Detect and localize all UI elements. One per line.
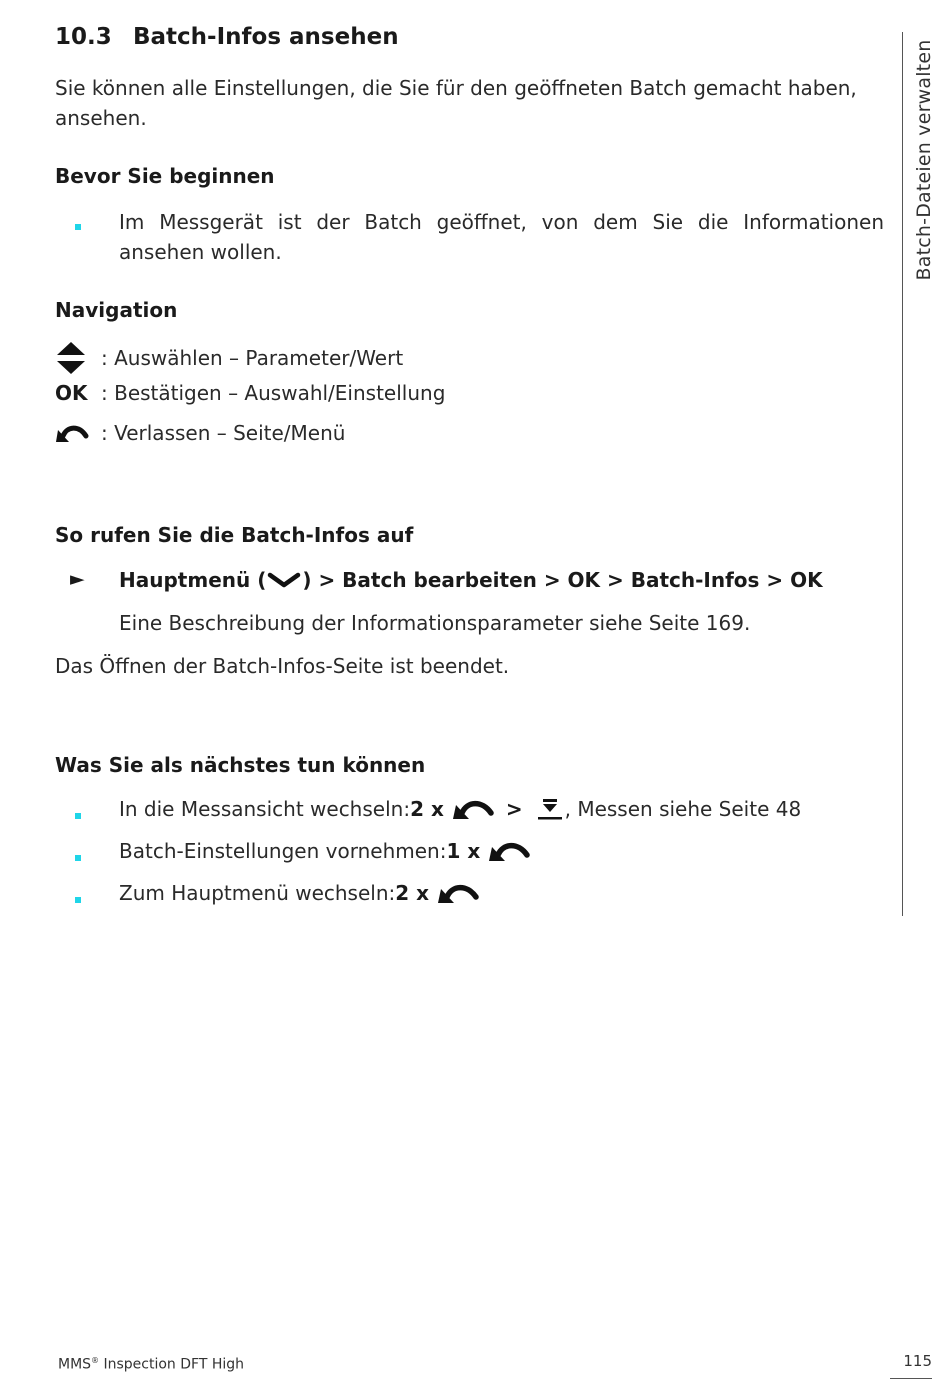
ok-label: OK bbox=[55, 381, 88, 405]
before-start-heading: Bevor Sie beginnen bbox=[55, 164, 275, 188]
back-arrow-icon bbox=[488, 839, 530, 863]
section-title-text: Batch-Infos ansehen bbox=[133, 24, 399, 50]
navigation-heading: Navigation bbox=[55, 298, 178, 322]
registered-mark: ® bbox=[91, 1356, 100, 1365]
next-step-item bbox=[119, 839, 530, 863]
before-start-item: Im Messgerät ist der Batch geöffnet, von dem Sie die Informationen ansehen wollen. bbox=[119, 210, 884, 264]
back-arrow-icon bbox=[452, 797, 494, 821]
next-step-count: 2 x bbox=[410, 797, 444, 821]
next-step-count: 2 x bbox=[395, 881, 430, 905]
page-number: 115 bbox=[903, 1352, 932, 1370]
step-note: Eine Beschreibung der Informationsparameter siehe Seite 169. bbox=[119, 611, 751, 635]
next-step-text: In die Messansicht wechseln: bbox=[119, 797, 411, 821]
step-marker-icon: ► bbox=[70, 568, 85, 590]
chapter-side-label: Batch-Dateien verwalten bbox=[913, 39, 935, 281]
bullet-icon bbox=[75, 855, 81, 861]
next-steps-heading: Was Sie als nächstes tun können bbox=[55, 753, 426, 777]
next-step-item bbox=[119, 797, 801, 821]
step-text-part2: ) > Batch bearbeiten > OK > Batch-Infos > OK bbox=[302, 568, 823, 592]
side-divider bbox=[902, 32, 903, 916]
footer-product bbox=[58, 1356, 244, 1373]
next-step-count: 1 x bbox=[446, 839, 481, 863]
back-arrow-icon bbox=[437, 881, 479, 905]
next-step-text: Zum Hauptmenü wechseln: bbox=[119, 881, 396, 905]
next-step-suffix: , Messen siehe Seite 48 bbox=[564, 797, 802, 821]
next-step-text: Batch-Einstellungen vornehmen: bbox=[119, 839, 447, 863]
nav-select-text: : Auswählen – Parameter/Wert bbox=[101, 346, 404, 370]
next-step-item bbox=[119, 881, 479, 905]
chevron-down-icon bbox=[267, 571, 301, 589]
bullet-icon bbox=[75, 897, 81, 903]
next-step-separator: > bbox=[505, 797, 523, 821]
nav-row-confirm bbox=[55, 381, 445, 405]
section-number: 10.3 bbox=[55, 24, 112, 50]
measure-icon bbox=[535, 797, 565, 821]
step-text-part1: Hauptmenü ( bbox=[119, 568, 267, 592]
procedure-result: Das Öffnen der Batch-Infos-Seite ist beendet. bbox=[55, 654, 510, 678]
bullet-icon bbox=[75, 813, 81, 819]
nav-confirm-text: : Bestätigen – Auswahl/Einstellung bbox=[101, 381, 446, 405]
nav-row-back bbox=[55, 421, 345, 445]
section-title bbox=[55, 24, 399, 50]
procedure-heading: So rufen Sie die Batch-Infos auf bbox=[55, 523, 414, 547]
back-arrow-icon bbox=[55, 422, 101, 444]
procedure-step bbox=[119, 568, 823, 592]
nav-row-select bbox=[55, 340, 403, 376]
footer-product-rest: Inspection DFT High bbox=[99, 1356, 245, 1373]
footer-divider bbox=[890, 1378, 932, 1379]
up-down-arrows-icon bbox=[55, 340, 101, 376]
intro-paragraph: Sie können alle Einstellungen, die Sie für den geöffneten Batch gemacht haben, ansehen. bbox=[55, 76, 857, 130]
nav-back-text: : Verlassen – Seite/Menü bbox=[101, 421, 346, 445]
footer-product-name: MMS bbox=[58, 1356, 92, 1373]
bullet-icon bbox=[75, 224, 81, 230]
